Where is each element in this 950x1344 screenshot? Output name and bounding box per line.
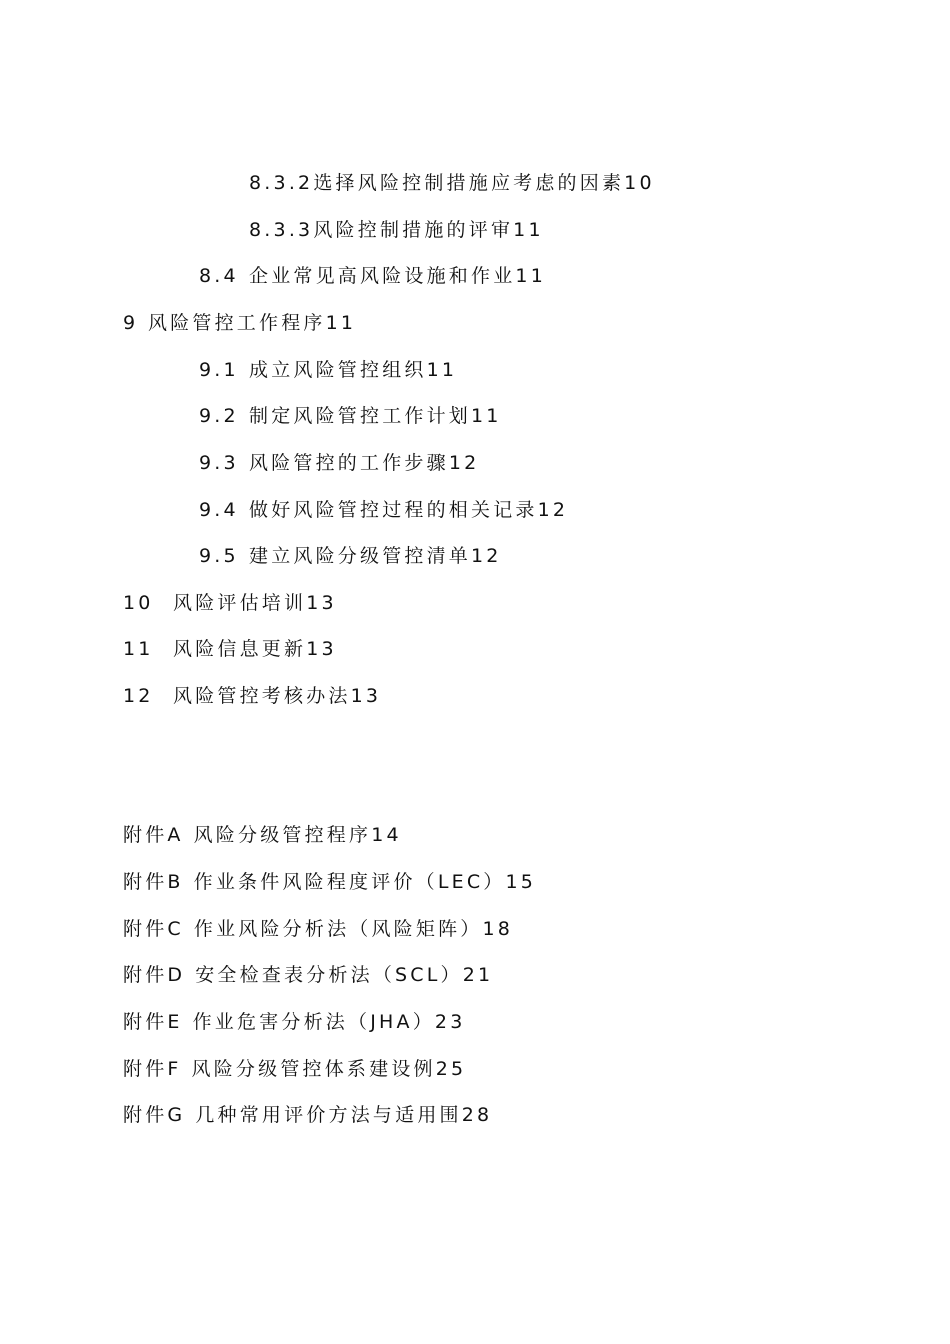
appendix-page: 28 [461,1104,493,1126]
appendix-title: 作业条件风险程度评价（LEC） [193,871,506,893]
toc-entry-page: 12 [471,545,502,567]
toc-entry[interactable] [199,358,457,382]
toc-entry-number: 8.4 [199,265,239,287]
toc-entry-page: 12 [448,452,480,474]
toc-entry-title: 企业常见高风险设施和作业 [249,265,516,287]
toc-entry-title: 风险评估培训 [173,592,307,614]
toc-entry[interactable] [123,311,356,335]
appendix-page: 14 [371,824,402,846]
toc-entry-number: 9.3 [199,452,239,474]
appendix-title: 风险分级管控程序 [193,824,372,846]
appendix-label: 附件E [123,1011,183,1033]
toc-entry-page: 11 [515,265,546,287]
appendix-label: 附件G [123,1104,186,1126]
appendix-page: 18 [482,918,514,940]
toc-entry-page: 13 [306,592,337,614]
toc-entry-title: 选择风险控制措施应考虑的因素 [313,172,625,194]
toc-entry-page: 12 [537,499,569,521]
toc-entry-number: 9.4 [199,499,239,521]
toc-entry-title: 风险信息更新 [173,638,307,660]
toc-entry-title: 成立风险管控组织 [249,359,427,381]
toc-entry-number: 11 [123,638,154,660]
toc-appendix-entry[interactable] [123,1010,465,1034]
toc-entry-page: 11 [513,219,544,241]
appendix-label: 附件B [123,871,184,893]
appendix-title: 作业危害分析法（JHA） [192,1011,435,1033]
toc-entry-title: 建立风险分级管控清单 [249,545,472,567]
appendix-label: 附件F [123,1058,182,1080]
appendix-page: 15 [505,871,537,893]
toc-entry-number: 9.2 [199,405,239,427]
toc-entry-page: 13 [306,638,337,660]
toc-appendix-entry[interactable] [123,1057,466,1081]
toc-entry-page: 13 [350,685,382,707]
toc-entry-number: 9 [123,312,139,334]
toc-appendix-entry[interactable] [123,963,493,987]
toc-appendix-entry[interactable] [123,917,513,941]
toc-appendix-entry[interactable] [123,1103,492,1127]
toc-entry-number: 8.3.3 [249,219,314,241]
toc-entry-number: 9.5 [199,545,239,567]
toc-entry[interactable] [199,451,479,475]
appendix-title: 安全检查表分析法（SCL） [195,964,463,986]
toc-entry[interactable] [199,264,546,288]
toc-entry-title: 制定风险管控工作计划 [249,405,472,427]
toc-entry[interactable] [123,637,337,661]
toc-entry-title: 做好风险管控过程的相关记录 [249,499,538,521]
toc-entry-page: 11 [325,312,357,334]
toc-entry-page: 11 [426,359,458,381]
appendix-page: 21 [462,964,494,986]
appendix-page: 23 [434,1011,466,1033]
toc-entry[interactable] [249,171,655,195]
toc-entry-number: 12 [123,685,154,707]
toc-entry-page: 11 [471,405,502,427]
toc-entry[interactable] [199,544,502,568]
toc-entry-number: 10 [123,592,154,614]
toc-entry[interactable] [199,498,568,522]
toc-appendix-entry[interactable] [123,823,402,847]
appendix-label: 附件A [123,824,184,846]
appendix-label: 附件C [123,918,184,940]
toc-entry-number: 9.1 [199,359,239,381]
appendix-label: 附件D [123,964,186,986]
toc-entry[interactable] [249,218,544,242]
appendix-title: 风险分级管控体系建设例 [191,1058,436,1080]
toc-entry-title: 风险管控的工作步骤 [249,452,449,474]
appendix-title: 几种常用评价方法与适用围 [195,1104,462,1126]
toc-entry[interactable] [199,404,502,428]
toc-entry-title: 风险管控工作程序 [148,312,326,334]
toc-entry-page: 10 [624,172,655,194]
toc-entry-title: 风险管控考核办法 [173,685,351,707]
appendix-title: 作业风险分析法（风险矩阵） [193,918,483,940]
toc-entry[interactable] [123,591,337,615]
toc-entry[interactable] [123,684,381,708]
appendix-page: 25 [435,1058,467,1080]
toc-appendix-entry[interactable] [123,870,536,894]
toc-entry-title: 风险控制措施的评审 [313,219,514,241]
toc-entry-number: 8.3.2 [249,172,314,194]
